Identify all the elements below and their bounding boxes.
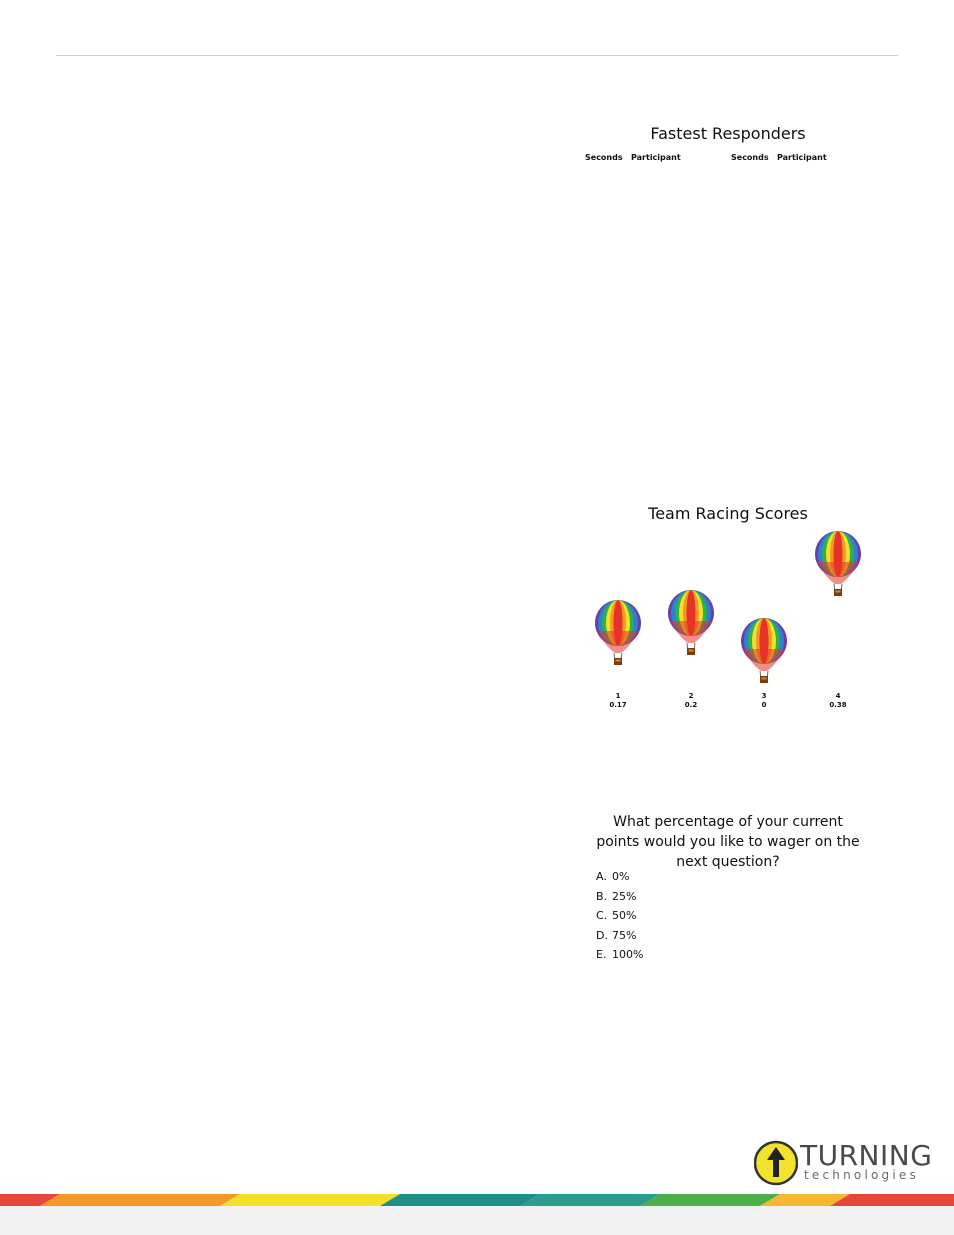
- column-header-seconds-1: Seconds: [585, 153, 623, 162]
- answer-option-d: [596, 926, 643, 946]
- answer-list: [596, 867, 643, 965]
- answer-letter-a: A.: [596, 870, 607, 883]
- team-3-score: 0: [761, 701, 767, 709]
- answer-text-e: 100%: [612, 948, 644, 961]
- turning-arrow-logo-icon: [754, 1140, 798, 1186]
- answer-text-a: 0%: [612, 870, 630, 883]
- answer-letter-d: D.: [596, 928, 608, 942]
- team-2-score: 0.2: [684, 701, 698, 709]
- fastest-responders-title: Fastest Responders: [650, 124, 806, 143]
- logo-subtitle: technologies: [804, 1168, 919, 1182]
- team-4-score: 0.38: [829, 701, 847, 709]
- answer-text-d: 75%: [612, 928, 637, 942]
- answer-option-c: [596, 906, 643, 926]
- team-1-number: 1: [615, 692, 621, 700]
- team-racing-title: Team Racing Scores: [648, 504, 808, 523]
- team-2-balloon-icon: [667, 589, 715, 657]
- team-3-balloon-icon: [740, 617, 788, 685]
- team-2-number: 2: [688, 692, 694, 700]
- answer-letter-c: C.: [596, 909, 608, 922]
- team-4-label: [808, 692, 868, 710]
- answer-text-c: 50%: [612, 909, 637, 922]
- team-3-label: [734, 692, 794, 710]
- column-header-seconds-2: Seconds: [731, 153, 769, 162]
- team-4-balloon-icon: [814, 530, 862, 598]
- header-rule: [56, 55, 898, 56]
- team-3-number: 3: [761, 692, 767, 700]
- answer-option-a: [596, 867, 643, 887]
- team-1-label: [588, 692, 648, 710]
- footer-color-band: [0, 1192, 954, 1235]
- team-2-label: [661, 692, 721, 710]
- team-1-score: 0.17: [609, 701, 627, 709]
- answer-letter-e: E.: [596, 948, 607, 961]
- answer-option-b: [596, 887, 643, 907]
- answer-text-b: 25%: [612, 889, 637, 903]
- team-1-balloon-icon: [594, 599, 642, 667]
- column-header-participant-2: Participant: [777, 153, 827, 162]
- answer-letter-b: B.: [596, 889, 608, 903]
- team-4-number: 4: [835, 692, 841, 700]
- turning-technologies-logo: [754, 1139, 933, 1188]
- logo-word: TURNING: [800, 1139, 933, 1172]
- column-header-participant-1: Participant: [631, 153, 681, 162]
- answer-option-e: [596, 945, 643, 965]
- wager-question: What percentage of your current points would you like to wager on the next question?: [596, 814, 860, 870]
